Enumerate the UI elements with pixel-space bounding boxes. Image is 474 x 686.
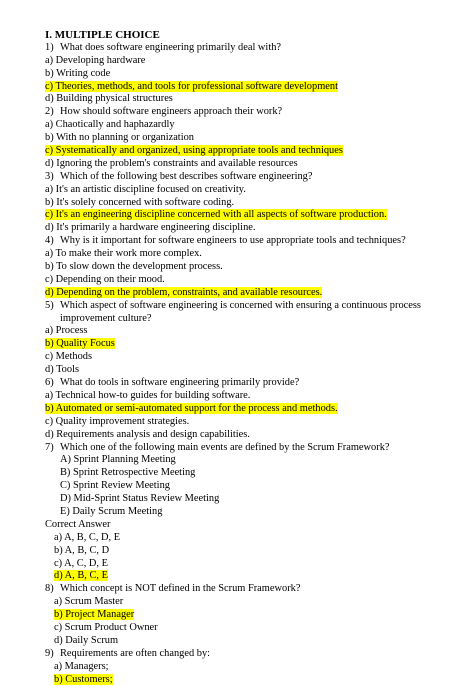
- question-continuation: [45, 313, 465, 326]
- question-line: [45, 106, 465, 119]
- line-text: D) Mid-Sprint Status Review Meeting: [60, 493, 220, 505]
- answer-line: [45, 467, 465, 480]
- answer-line: [45, 416, 465, 429]
- answer-line: [45, 506, 465, 519]
- line-text: Which one of the following main events are defined by the Scrum Framework?: [60, 441, 390, 453]
- line-text: Correct Answer: [45, 518, 111, 530]
- answer-line: [45, 532, 465, 545]
- question-line: [45, 171, 465, 184]
- question-line: [45, 442, 465, 455]
- line-text: b) Automated or semi-automated support for the process and methods.: [45, 402, 338, 414]
- answer-line: [45, 68, 465, 81]
- line-text: b) A, B, C, D: [54, 544, 110, 556]
- heading-text: I. MULTIPLE CHOICE: [45, 29, 160, 41]
- highlighted-answer-line: [45, 570, 465, 583]
- answer-line: [45, 519, 465, 532]
- answer-line: [45, 325, 465, 338]
- question-number: 3): [45, 170, 54, 182]
- line-text: What do tools in software engineering primarily provide?: [60, 377, 300, 389]
- answer-line: [45, 197, 465, 210]
- highlighted-answer-line: [45, 209, 465, 222]
- line-text: a) A, B, C, D, E: [54, 531, 121, 543]
- answer-line: [45, 454, 465, 467]
- line-text: d) Depending on the problem, constraints, and available resources.: [45, 286, 323, 298]
- line-text: a) Technical how-to guides for building software.: [45, 389, 251, 401]
- line-text: A) Sprint Planning Meeting: [60, 454, 176, 466]
- highlighted-answer-line: [45, 287, 465, 300]
- question-number: 2): [45, 106, 54, 118]
- answer-line: [45, 622, 465, 635]
- question-number: 8): [45, 583, 54, 595]
- answer-line: [45, 364, 465, 377]
- answer-line: [45, 429, 465, 442]
- answer-line: [45, 545, 465, 558]
- section-heading: [45, 29, 465, 42]
- line-text: c) Methods: [45, 351, 93, 363]
- answer-line: [45, 248, 465, 261]
- line-text: a) Chaotically and haphazardly: [45, 119, 175, 131]
- line-text: Which concept is NOT defined in the Scrum Framework?: [60, 583, 301, 595]
- answer-line: [45, 184, 465, 197]
- line-text: b) Quality Focus: [45, 338, 115, 350]
- line-text: improvement culture?: [60, 312, 152, 324]
- line-text: E) Daily Scrum Meeting: [60, 505, 163, 517]
- line-text: B) Sprint Retrospective Meeting: [60, 467, 196, 479]
- question-number: 6): [45, 377, 54, 389]
- answer-line: [45, 351, 465, 364]
- document-page: [45, 29, 465, 686]
- answer-line: [45, 390, 465, 403]
- highlighted-answer-line: [45, 674, 465, 686]
- line-text: b) Writing code: [45, 67, 111, 79]
- line-text: d) Daily Scrum: [54, 634, 119, 646]
- question-line: [45, 300, 465, 313]
- answer-line: [45, 558, 465, 571]
- answer-line: [45, 55, 465, 68]
- highlighted-answer-line: [45, 338, 465, 351]
- answer-line: [45, 596, 465, 609]
- answer-line: [45, 635, 465, 648]
- answer-line: [45, 93, 465, 106]
- line-text: a) Scrum Master: [54, 596, 124, 608]
- answer-line: [45, 480, 465, 493]
- question-line: [45, 377, 465, 390]
- line-text: b) With no planning or organization: [45, 132, 194, 144]
- line-text: b) Customers;: [54, 673, 113, 685]
- answer-line: [45, 158, 465, 171]
- line-text: d) A, B, C, E: [54, 570, 108, 582]
- answer-line: [45, 222, 465, 235]
- line-text: c) Depending on their mood.: [45, 273, 165, 285]
- line-text: How should software engineers approach their work?: [60, 106, 283, 118]
- question-line: [45, 648, 465, 661]
- line-text: a) It's an artistic discipline focused on creativity.: [45, 183, 246, 195]
- line-text: a) To make their work more complex.: [45, 248, 202, 260]
- question-number: 5): [45, 299, 54, 311]
- line-text: c) It's an engineering discipline concerned with all aspects of software production.: [45, 209, 387, 221]
- line-text: c) A, C, D, E: [54, 557, 108, 569]
- line-text: c) Scrum Product Owner: [54, 621, 158, 633]
- line-text: d) Tools: [45, 364, 80, 376]
- answer-line: [45, 261, 465, 274]
- question-number: 4): [45, 235, 54, 247]
- answer-line: [45, 132, 465, 145]
- line-text: C) Sprint Review Meeting: [60, 480, 170, 492]
- line-text: d) Ignoring the problem's constraints and available resources: [45, 157, 298, 169]
- line-text: a) Managers;: [54, 660, 109, 672]
- answer-line: [45, 493, 465, 506]
- question-line: [45, 583, 465, 596]
- line-text: b) It's solely concerned with software coding.: [45, 196, 235, 208]
- line-text: Requirements are often changed by:: [60, 647, 211, 659]
- question-number: 1): [45, 41, 54, 53]
- highlighted-answer-line: [45, 145, 465, 158]
- line-text: b) Project Manager: [54, 609, 135, 621]
- line-text: d) Requirements analysis and design capabilities.: [45, 428, 250, 440]
- line-text: d) Building physical structures: [45, 93, 173, 105]
- line-text: c) Quality improvement strategies.: [45, 415, 190, 427]
- question-line: [45, 235, 465, 248]
- question-number: 7): [45, 441, 54, 453]
- highlighted-answer-line: [45, 609, 465, 622]
- line-text: Which of the following best describes software engineering?: [60, 170, 313, 182]
- answer-line: [45, 661, 465, 674]
- line-text: d) It's primarily a hardware engineering discipline.: [45, 222, 256, 234]
- line-text: What does software engineering primarily deal with?: [60, 41, 282, 53]
- answer-line: [45, 119, 465, 132]
- highlighted-answer-line: [45, 403, 465, 416]
- highlighted-answer-line: [45, 81, 465, 94]
- line-text: a) Developing hardware: [45, 54, 146, 66]
- question-line: [45, 42, 465, 55]
- line-text: c) Systematically and organized, using appropriate tools and techniques: [45, 145, 343, 157]
- question-number: 9): [45, 647, 54, 659]
- line-text: c) Theories, methods, and tools for professional software development: [45, 80, 338, 92]
- line-text: Which aspect of software engineering is concerned with ensuring a continuous process: [60, 299, 421, 311]
- line-text: b) To slow down the development process.: [45, 261, 223, 273]
- line-text: a) Process: [45, 325, 88, 337]
- line-text: Why is it important for software engineers to use appropriate tools and techniques?: [60, 235, 406, 247]
- answer-line: [45, 274, 465, 287]
